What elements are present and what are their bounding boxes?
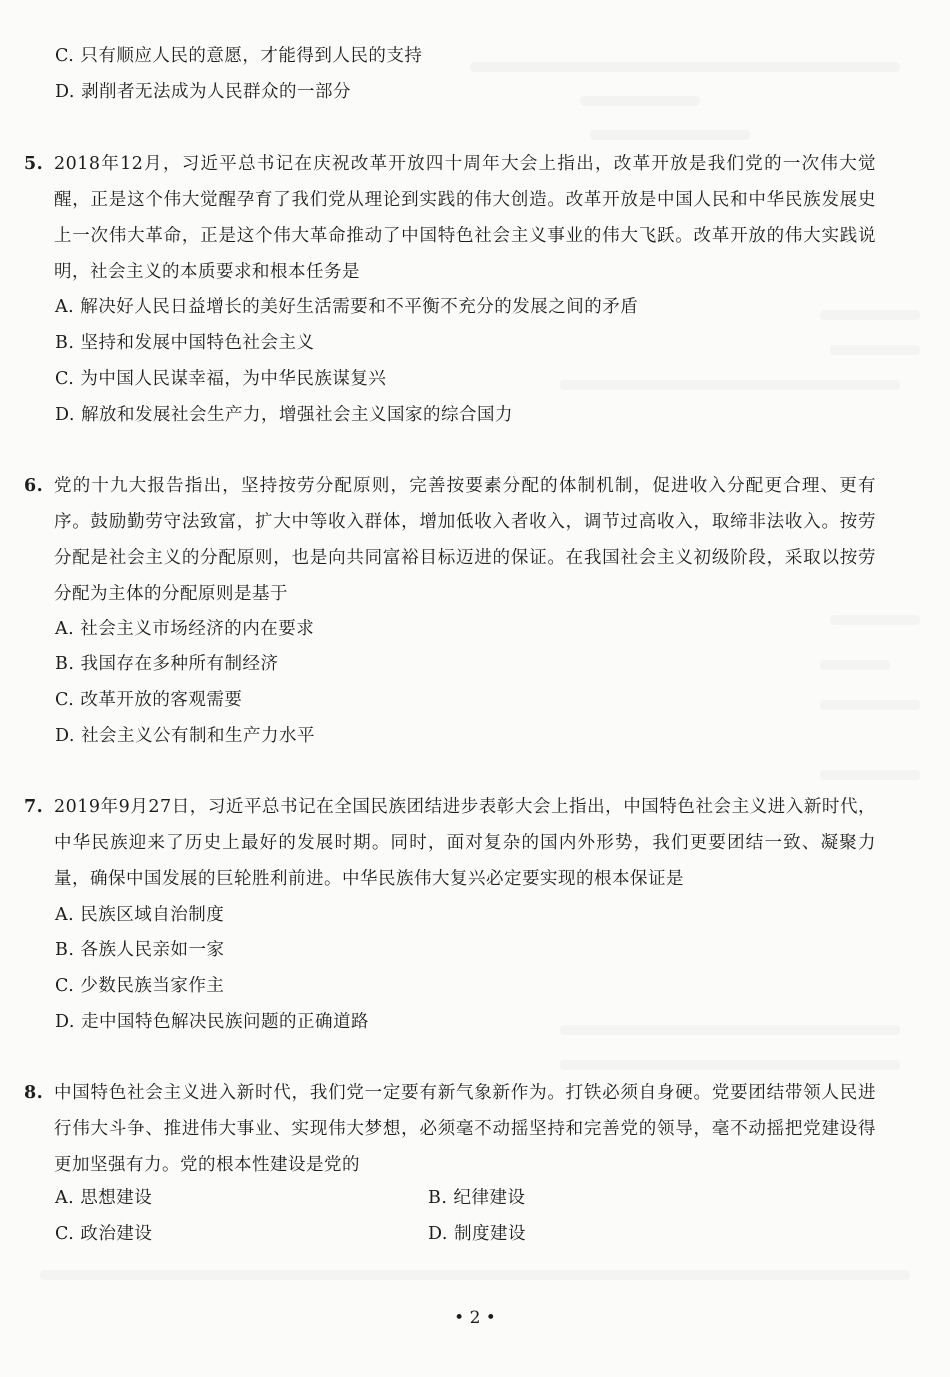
option-text: 走中国特色解决民族问题的正确道路 [81, 1012, 370, 1032]
question-stem: 中国特色社会主义进入新时代，我们党一定要有新气象新作为。打铁必须自身硬。党要团结带领人民进行伟大斗争、推进伟大事业、实现伟大梦想，必须毫不动摇坚持和完善党的领导，毫不动摇把党建设得更加坚强有力。党的根本性建设是党的 [54, 1083, 876, 1175]
question-stem: 2018年12月，习近平总书记在庆祝改革开放四十周年大会上指出，改革开放是我们党的一次伟大觉醒，正是这个伟大觉醒孕育了我们党从理论到实践的伟大创造。改革开放是中国人民和中华民族发展史上一次伟大革命，正是这个伟大革命推动了中国特色社会主义事业的伟大飞跃。改革开放的伟大实践说明，社会主义的本质要求和根本任务是 [54, 154, 876, 282]
option-text: 少数民族当家作主 [80, 976, 225, 996]
question-6 [24, 468, 876, 612]
option-label: C. [55, 976, 75, 996]
bleed-through-mark [470, 62, 900, 72]
option-label: D. [55, 726, 75, 746]
option-label: A. [55, 297, 75, 317]
question-stem: 党的十九大报告指出，坚持按劳分配原则，完善按要素分配的体制机制，促进收入分配更合理、更有序。鼓励勤劳守法致富，扩大中等收入群体，增加低收入者收入，调节过高收入，取缔非法收入。按劳分配是社会主义的分配原则，也是向共同富裕目标迈进的保证。在我国社会主义初级阶段，采取以按劳分配为主体的分配原则是基于 [54, 476, 876, 604]
bleed-through-mark [820, 700, 920, 710]
question-number: 5. [24, 154, 44, 174]
option-text: 我国存在多种所有制经济 [80, 654, 279, 674]
bleed-through-mark [580, 96, 700, 106]
question-number: 6. [24, 476, 44, 496]
option-label: C. [55, 369, 75, 389]
question-6-option-a [55, 617, 314, 641]
option-text: 剥削者无法成为人民群众的一部分 [81, 82, 352, 102]
bleed-through-mark [40, 1270, 910, 1280]
question-number: 7. [24, 797, 44, 817]
page-number: • 2 • [454, 1308, 496, 1328]
option-text: 各族人民亲如一家 [80, 940, 225, 960]
option-label: B. [55, 654, 75, 674]
question-7-option-a [55, 903, 224, 927]
question-number: 8. [24, 1083, 44, 1103]
option-label: C. [55, 1224, 75, 1244]
question-8 [24, 1075, 876, 1183]
bleed-through-mark [820, 660, 890, 670]
question-5-option-b [55, 331, 315, 355]
question-7-option-d [55, 1010, 369, 1034]
option-text: 只有顺应人民的意愿，才能得到人民的支持 [80, 46, 423, 66]
option-text: 解决好人民日益增长的美好生活需要和不平衡不充分的发展之间的矛盾 [80, 297, 639, 317]
option-prev-d [55, 80, 351, 104]
bleed-through-mark [820, 770, 920, 780]
option-label: A. [55, 905, 75, 925]
option-text: 纪律建设 [453, 1188, 526, 1208]
option-text: 解放和发展社会生产力，增强社会主义国家的综合国力 [81, 405, 514, 425]
question-7 [24, 789, 876, 897]
option-text: 社会主义市场经济的内在要求 [80, 619, 315, 639]
bleed-through-mark [830, 345, 920, 355]
question-stem: 2019年9月27日，习近平总书记在全国民族团结进步表彰大会上指出，中国特色社会主义进入新时代，中华民族迎来了历史上最好的发展时期。同时，面对复杂的国内外形势，我们更要团结一致、凝聚力量，确保中国发展的巨轮胜利前进。中华民族伟大复兴必定要实现的根本保证是 [54, 797, 876, 889]
option-text: 政治建设 [80, 1224, 153, 1244]
question-5-option-a [55, 295, 638, 319]
question-5-option-d [55, 403, 513, 427]
option-text: 为中国人民谋幸福，为中华民族谋复兴 [80, 369, 387, 389]
option-label: B. [55, 333, 75, 353]
bleed-through-mark [560, 380, 900, 390]
question-5-option-c [55, 367, 386, 391]
bleed-through-mark [820, 310, 920, 320]
option-label: C. [55, 46, 75, 66]
bleed-through-mark [590, 130, 750, 140]
option-label: C. [55, 690, 75, 710]
question-5 [24, 146, 876, 290]
question-8-option-b [428, 1186, 526, 1210]
option-label: D. [55, 82, 75, 102]
question-7-option-b [55, 938, 225, 962]
option-label: D. [428, 1224, 448, 1244]
question-6-option-c [55, 688, 242, 712]
option-label: B. [55, 940, 75, 960]
option-label: D. [55, 405, 75, 425]
option-text: 改革开放的客观需要 [80, 690, 243, 710]
question-6-option-b [55, 652, 279, 676]
question-8-option-a [55, 1186, 152, 1210]
option-text: 社会主义公有制和生产力水平 [81, 726, 316, 746]
question-8-option-c [55, 1222, 152, 1246]
option-text: 思想建设 [80, 1188, 153, 1208]
option-text: 民族区域自治制度 [80, 905, 225, 925]
option-prev-c [55, 44, 422, 68]
question-7-option-c [55, 974, 224, 998]
option-label: B. [428, 1188, 448, 1208]
option-text: 坚持和发展中国特色社会主义 [80, 333, 315, 353]
bleed-through-mark [830, 615, 920, 625]
bleed-through-mark [560, 1060, 900, 1070]
question-8-option-d [428, 1222, 526, 1246]
bleed-through-mark [560, 1025, 900, 1035]
option-text: 制度建设 [454, 1224, 527, 1244]
question-6-option-d [55, 724, 315, 748]
option-label: A. [55, 619, 75, 639]
option-label: D. [55, 1012, 75, 1032]
option-label: A. [55, 1188, 75, 1208]
